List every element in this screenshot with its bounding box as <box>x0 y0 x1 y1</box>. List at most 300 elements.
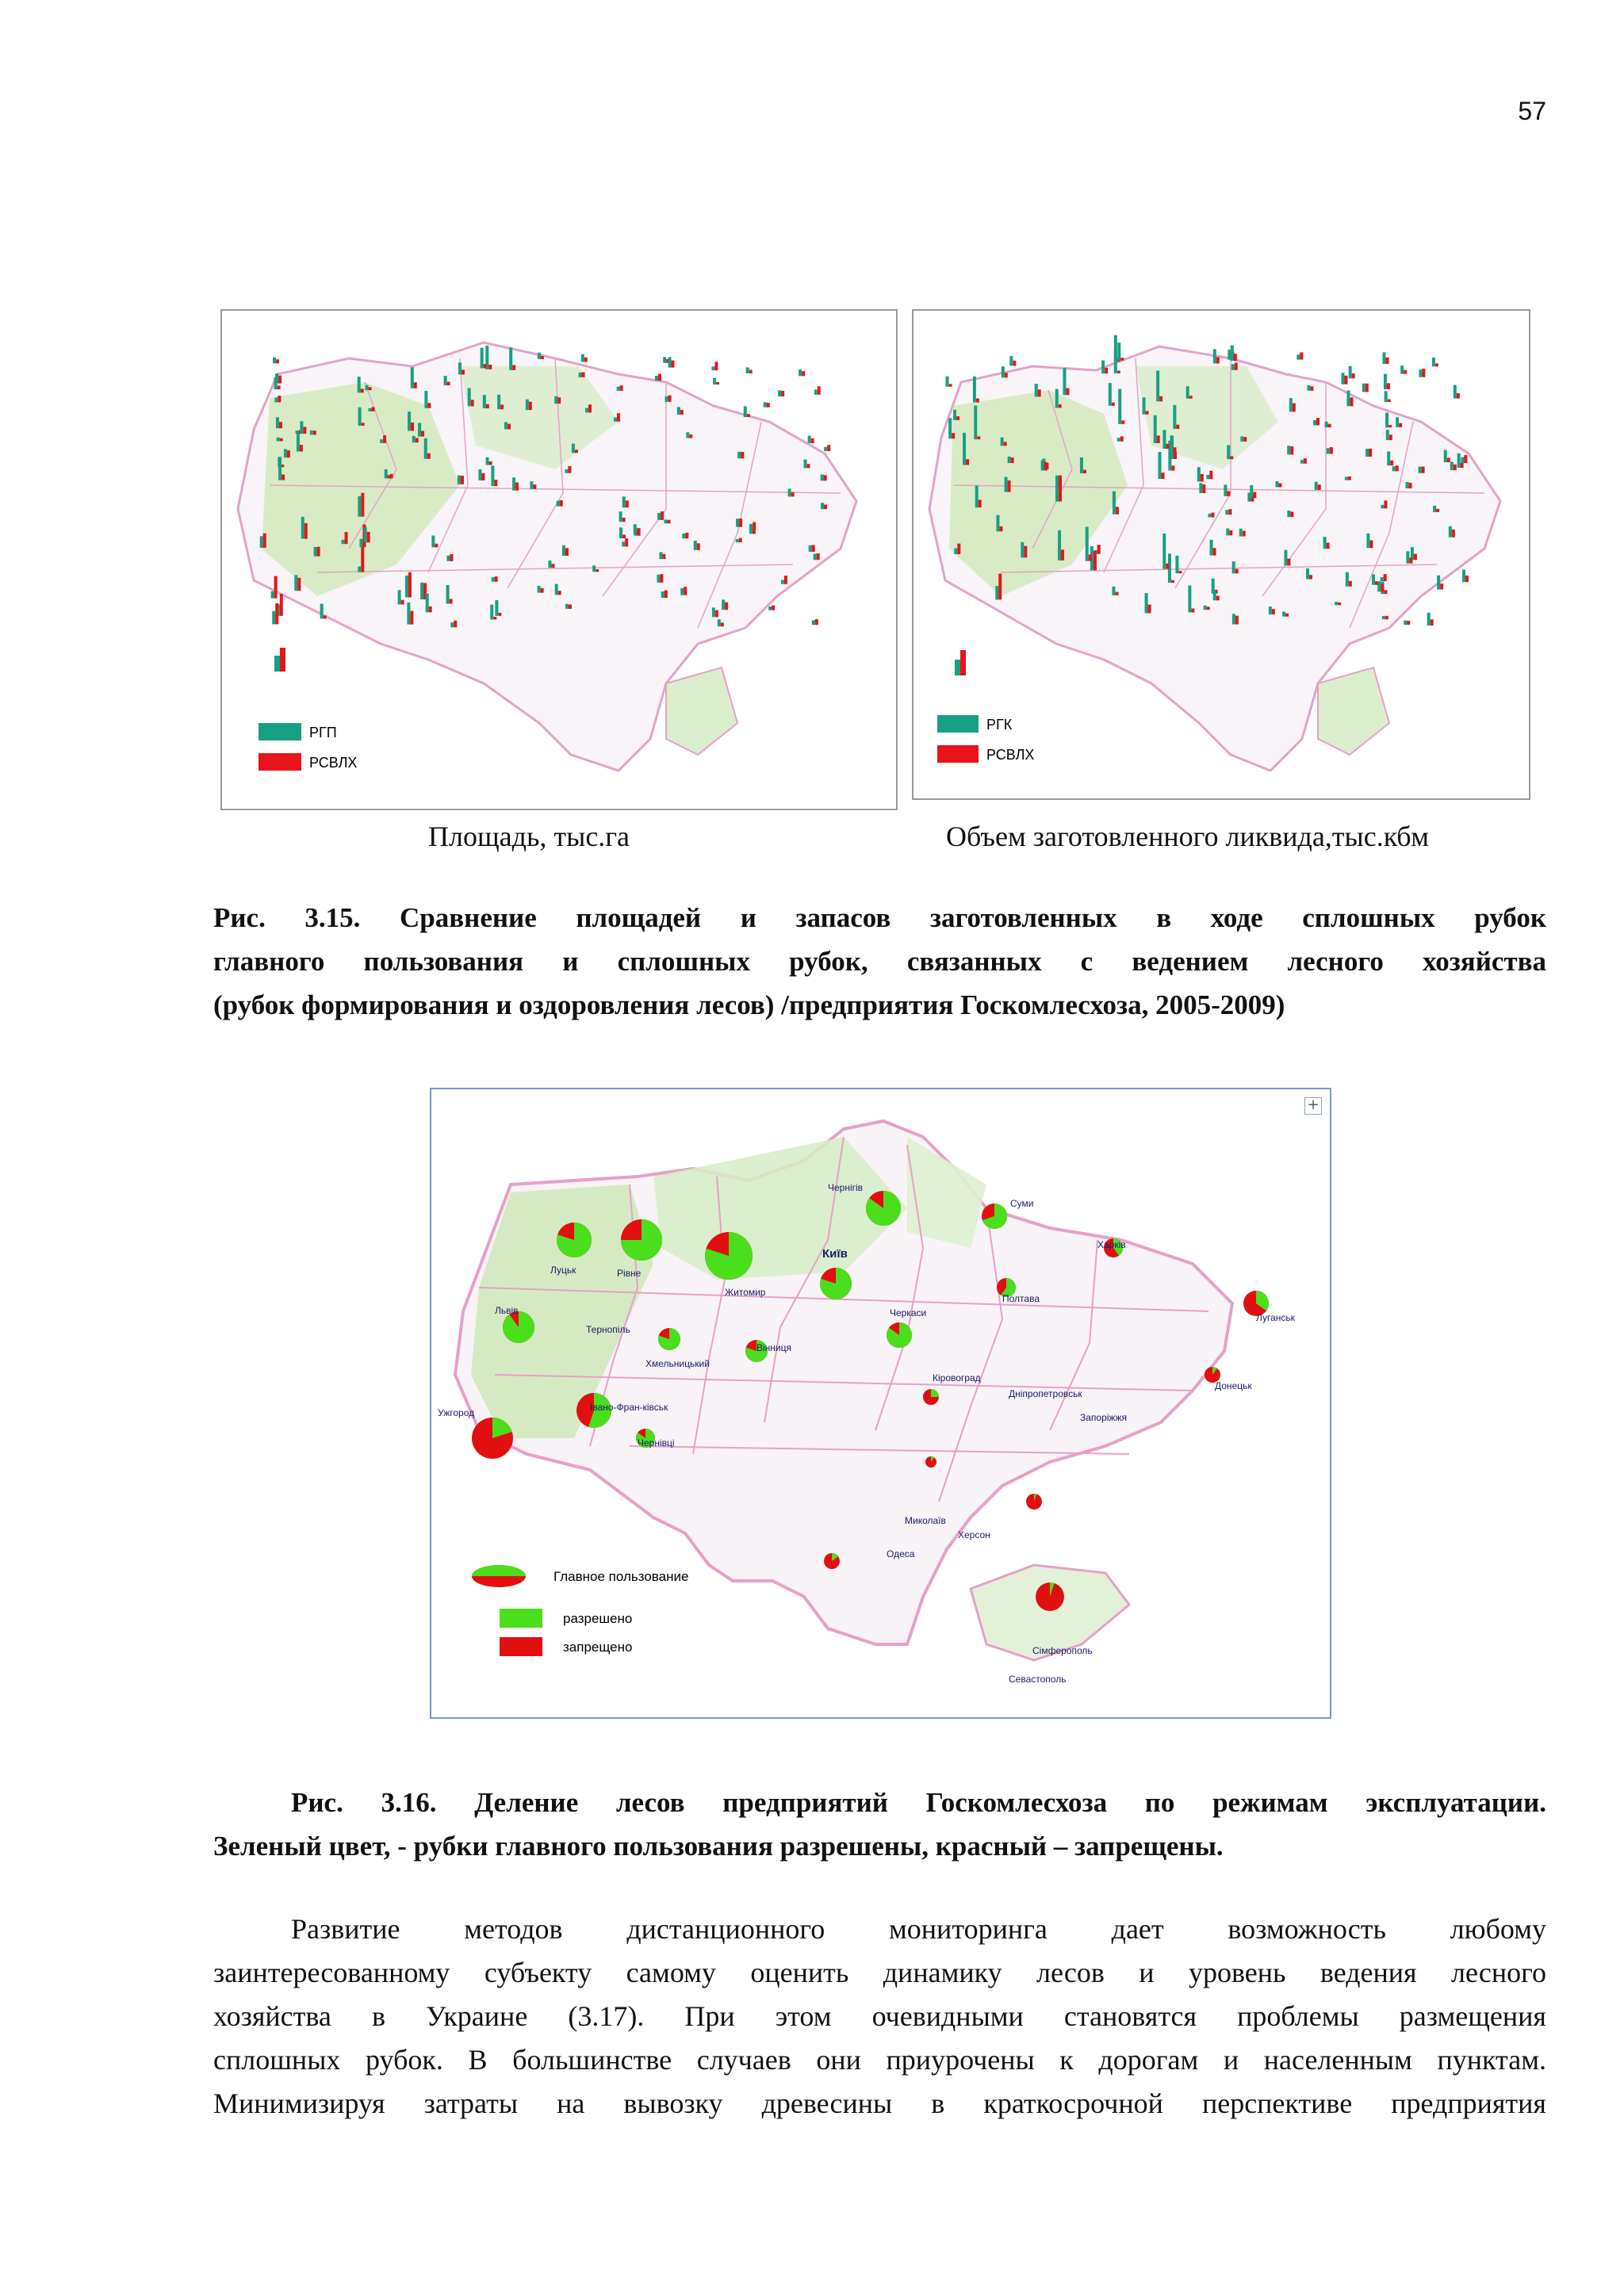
bar-marker-red <box>560 500 563 507</box>
bar-marker-green <box>1041 460 1044 470</box>
city-chernivtsi: Чернівці <box>638 1437 675 1448</box>
bar-marker-green <box>294 575 297 591</box>
bar-marker-red <box>957 544 960 554</box>
bar-marker-red <box>557 397 561 404</box>
bar-marker-green <box>579 373 582 377</box>
bar-marker-green <box>1366 534 1369 548</box>
legend-label-rsvlh: РСВЛХ <box>309 755 358 771</box>
bar-marker-red <box>1166 444 1169 449</box>
bar-marker-red <box>1327 543 1330 549</box>
bar-marker-red <box>824 504 827 509</box>
bar-marker-green <box>310 430 313 435</box>
bar-marker-green <box>1005 477 1008 492</box>
bar-marker-green <box>368 408 371 411</box>
city-zaporizhzhia: Запоріжжя <box>1080 1412 1127 1423</box>
bar-marker-green <box>526 400 529 411</box>
bar-marker-red <box>1011 457 1014 463</box>
bar-marker-green <box>824 447 827 451</box>
bar-marker-green <box>996 515 999 532</box>
bar-marker-green <box>778 390 781 396</box>
paragraph-line: Минимизируя затраты на вывозку древесины в краткосрочной перспективе предприятия <box>213 2087 1546 2119</box>
bar-marker-green <box>619 511 622 522</box>
bar-marker-green <box>275 373 278 384</box>
bar-marker-red <box>565 548 569 556</box>
bar-marker-green <box>954 549 957 554</box>
bar-marker-green <box>1282 611 1285 616</box>
bar-marker-green <box>300 421 303 434</box>
bar-marker-red <box>1386 358 1389 364</box>
city-chernihiv: Чернігів <box>828 1182 864 1193</box>
legend-swatch-rgp <box>259 723 301 740</box>
bar-marker-green <box>446 556 450 561</box>
bar-marker-green <box>420 583 423 599</box>
bar-marker-red <box>1094 551 1097 570</box>
bar-marker-green <box>284 449 287 457</box>
bar-marker-red <box>533 484 536 489</box>
bar-marker-red <box>421 431 424 437</box>
paragraph-line: хозяйства в Украине (3.17). При этом очевидными становятся проблемы размещения <box>213 2000 1546 2032</box>
bar-marker-green <box>975 485 979 507</box>
bar-marker-green <box>1009 356 1013 365</box>
bar-marker-green <box>1231 346 1234 362</box>
bar-marker-red <box>280 594 283 616</box>
volume-map-svg <box>914 311 1529 798</box>
bar-marker-red <box>498 613 501 616</box>
area-bar-map <box>220 309 898 810</box>
bar-marker-green <box>1117 438 1120 442</box>
bar-marker-green <box>788 488 791 496</box>
regime-legend <box>472 1565 688 1656</box>
bar-marker-green <box>478 469 481 480</box>
bar-marker-green <box>995 586 998 599</box>
bar-marker-green <box>682 534 685 538</box>
bar-marker-red <box>278 385 281 389</box>
bar-marker-red <box>1390 461 1393 465</box>
bar-marker-green <box>320 604 324 619</box>
bar-marker-red <box>1097 545 1101 554</box>
legend-swatch-rsvlh <box>937 745 979 763</box>
bar-marker-green <box>407 603 410 625</box>
bar-marker-green <box>572 443 575 453</box>
bar-marker-green <box>538 586 541 593</box>
bar-marker-red <box>658 374 661 381</box>
paragraph-line: сплошных рубок. В большинстве случаев они приурочены к дорогам и населенным пунктам. <box>213 2044 1546 2076</box>
bar-marker-red <box>1422 369 1425 377</box>
bar-marker-red <box>1176 425 1179 429</box>
bar-marker-red <box>812 545 815 552</box>
bar-marker-red <box>661 511 664 520</box>
bar-marker-red <box>1414 554 1417 561</box>
bar-marker-green <box>1063 368 1066 395</box>
bar-marker-red <box>462 369 465 374</box>
bar-marker-red <box>450 554 453 561</box>
bar-marker-green <box>592 565 596 572</box>
expand-icon[interactable]: + <box>1304 1097 1322 1115</box>
bar-marker-red <box>447 381 450 385</box>
bar-marker-red <box>584 358 588 362</box>
bar-marker-red <box>274 576 278 599</box>
bar-marker-green <box>1162 534 1166 569</box>
bar-marker-red <box>461 476 464 484</box>
bar-marker-red <box>1431 619 1434 626</box>
bar-marker-red <box>1461 463 1464 468</box>
bar-marker-green <box>1117 342 1120 361</box>
bar-marker-green <box>481 348 484 369</box>
bar-marker-green <box>1381 505 1384 509</box>
bar-marker-red <box>303 427 306 434</box>
bar-marker-red <box>1352 373 1355 378</box>
bar-marker-red <box>622 518 626 522</box>
bar-marker-green <box>1058 530 1061 561</box>
bar-marker-red <box>401 600 404 605</box>
bar-marker-red <box>435 544 438 548</box>
bar-marker-red <box>622 534 626 538</box>
bar-marker-red <box>741 452 744 458</box>
bar-marker-green <box>668 357 672 367</box>
bar-marker-red <box>541 356 544 359</box>
city-kirovohrad: Кіровоград <box>933 1372 981 1383</box>
bar-marker-green <box>809 545 812 552</box>
bar-marker-red <box>362 423 365 426</box>
bar-marker-red <box>1316 418 1320 425</box>
bar-marker-red <box>1318 484 1321 490</box>
bar-marker-red <box>1285 614 1289 617</box>
bar-marker-red <box>1121 420 1124 423</box>
regime-map-svg <box>431 1089 1330 1717</box>
bar-marker-red <box>815 619 818 625</box>
bar-marker-red <box>753 522 756 530</box>
bar-marker-red <box>749 370 753 373</box>
bar-marker-red <box>807 464 810 468</box>
bar-marker-red <box>1287 559 1290 566</box>
bar-marker-green <box>274 397 278 402</box>
bar-marker-red <box>369 387 372 390</box>
bar-marker-red <box>1387 383 1390 389</box>
bar-marker-red <box>313 430 316 434</box>
bar-marker-green <box>1145 593 1148 613</box>
bar-marker-green <box>1208 514 1211 518</box>
bar-marker-red <box>1008 480 1011 492</box>
bar-marker-red <box>481 473 485 480</box>
legend-label-forbidden: запрещено <box>563 1640 633 1655</box>
bar-marker-red <box>999 526 1002 531</box>
bar-marker-red <box>956 416 959 420</box>
bar-marker-red <box>551 564 554 568</box>
bar-marker-red <box>1388 400 1391 403</box>
bar-marker-red <box>977 436 980 439</box>
bar-marker-green <box>1239 529 1243 537</box>
bar-marker-red <box>725 603 728 610</box>
bar-marker-red <box>575 450 578 453</box>
bar-marker-red <box>1404 370 1407 374</box>
bar-marker-red <box>1234 354 1237 361</box>
legend-swatch-rsvlh <box>259 753 301 771</box>
crimea <box>666 668 737 755</box>
bar-marker-green <box>1113 492 1116 515</box>
bar-marker-red <box>1389 434 1392 440</box>
legend-label-rsvlh: РСВЛХ <box>986 747 1035 763</box>
bar-marker-red <box>1191 608 1194 612</box>
page-number: 57 <box>1518 97 1546 125</box>
city-uzhhorod: Ужгород <box>438 1407 475 1418</box>
bar-marker-green <box>744 406 747 417</box>
bar-marker-red <box>282 475 285 480</box>
bar-marker-green <box>1156 370 1159 401</box>
bar-marker-red <box>1243 437 1247 442</box>
bar-marker-green <box>1400 365 1404 374</box>
bar-marker-red <box>1452 530 1455 538</box>
bar-marker-red <box>1409 557 1412 563</box>
bar-marker-green <box>1186 386 1189 399</box>
bar-marker-green <box>1432 358 1435 366</box>
volume-bar-map <box>912 309 1530 800</box>
paragraph-line: заинтересованному субъекту самому оценить динамику лесов и уровень ведения лесного <box>213 1957 1546 1988</box>
bar-marker-green <box>278 457 282 480</box>
bar-marker-green <box>1227 445 1230 459</box>
bar-marker-red <box>1235 569 1239 574</box>
bar-marker-green <box>804 460 807 469</box>
bar-marker-red <box>1422 466 1425 473</box>
bar-marker-green <box>1206 475 1209 479</box>
bar-marker-green <box>1327 448 1330 453</box>
bar-marker-green <box>557 501 560 507</box>
bar-marker-red <box>1083 470 1086 473</box>
bar-marker-green <box>617 386 620 391</box>
bar-marker-green <box>1226 528 1229 535</box>
bar-marker-green <box>946 377 949 387</box>
bar-marker-green <box>1055 476 1059 502</box>
city-mykolaiv: Миколаїв <box>905 1515 946 1526</box>
bar-marker-green <box>581 354 584 362</box>
bar-marker-green <box>538 353 541 359</box>
bar-marker-green <box>1008 457 1011 463</box>
bar-marker-red <box>1290 446 1293 454</box>
bar-marker-red <box>508 424 511 430</box>
bar-marker-green <box>530 481 533 489</box>
bar-marker-red <box>1066 388 1069 396</box>
bar-marker-red <box>672 361 675 368</box>
bar-marker-red <box>1293 404 1296 412</box>
bar-marker-red <box>427 403 431 408</box>
city-sevastopol: Севастополь <box>1009 1674 1067 1685</box>
bar-marker-red <box>1202 484 1205 493</box>
bar-marker-green <box>1404 621 1407 625</box>
bar-marker-green <box>722 599 725 610</box>
bar-marker-green <box>565 469 568 473</box>
bar-marker-green <box>424 391 427 408</box>
bar-marker-red <box>1115 592 1118 595</box>
bar-marker-red <box>1059 476 1062 502</box>
bar-marker-red <box>1435 363 1438 366</box>
bar-marker-green <box>659 552 662 559</box>
bar-marker-green <box>1307 385 1310 391</box>
bar-marker-red <box>1174 447 1177 454</box>
bar-marker-green <box>418 423 421 436</box>
bar-marker-red <box>495 576 498 582</box>
bar-marker-red <box>979 499 982 507</box>
bar-marker-green <box>746 367 749 373</box>
bar-marker-green <box>562 545 565 556</box>
bar-marker-red <box>1228 509 1231 515</box>
bar-marker-green <box>1232 614 1235 624</box>
bar-marker-green <box>814 553 817 560</box>
bar-marker-red <box>345 532 348 544</box>
city-sumy: Суми <box>1010 1198 1034 1209</box>
bar-marker-green <box>431 536 435 548</box>
bar-marker-green <box>1325 422 1328 427</box>
bar-marker-green <box>1269 607 1272 614</box>
bar-marker-green <box>1188 585 1191 612</box>
bar-marker-red <box>1399 423 1402 427</box>
bar-marker-red <box>1369 540 1373 548</box>
bar-marker-green <box>297 432 300 451</box>
bar-marker-red <box>582 372 585 377</box>
bar-marker-red <box>1440 584 1443 589</box>
bar-marker-red <box>1105 368 1108 373</box>
bar-marker-green <box>1109 383 1112 406</box>
legend-swatch-forbidden <box>500 1637 542 1656</box>
bar-marker-red <box>697 543 700 550</box>
bar-marker-green <box>1377 581 1381 591</box>
bar-marker-red <box>471 400 474 406</box>
bar-marker-green <box>1437 576 1440 590</box>
bar-marker-red <box>827 445 830 451</box>
bar-marker-red <box>1384 574 1387 581</box>
bar-marker-red <box>1024 546 1027 558</box>
bar-marker-green <box>1406 551 1409 563</box>
city-vinnytsia: Вінниця <box>756 1342 791 1353</box>
bar-marker-green <box>1232 561 1235 573</box>
bar-marker-green <box>680 588 684 595</box>
bar-marker-red <box>1454 465 1457 470</box>
bar-marker-red <box>1328 424 1331 427</box>
bar-marker-green <box>1213 349 1216 363</box>
bar-marker-green <box>444 376 447 385</box>
bar-marker-red <box>1310 386 1313 390</box>
bar-marker-green <box>1112 587 1115 595</box>
bar-marker-green <box>1035 384 1038 396</box>
bar-marker-red <box>276 359 279 363</box>
caption-line: Рис. 3.15. Сравнение площадей и запасов заготовленных в ходе сплошных рубок <box>213 902 1546 933</box>
bar-marker-red <box>617 413 620 421</box>
bar-marker-red <box>488 365 492 369</box>
legend-label-allowed: разрешено <box>563 1611 633 1626</box>
legend-label-rgp: РГП <box>309 725 337 740</box>
bar-marker-green <box>657 513 661 520</box>
bar-marker-red <box>1216 357 1220 363</box>
bar-marker-green <box>1419 369 1422 377</box>
bar-marker-green <box>565 604 569 609</box>
bar-marker-red <box>280 438 283 442</box>
bar-marker-green <box>1101 361 1105 374</box>
bar-marker-green <box>458 362 462 374</box>
bar-marker-green <box>1199 483 1202 493</box>
bar-marker-red <box>680 410 684 415</box>
bar-marker-red <box>367 532 370 542</box>
bar-marker-green <box>1341 373 1344 384</box>
bar-marker-red <box>811 438 814 443</box>
legend-swatch-rgk <box>937 715 979 733</box>
bar-marker-green <box>1384 374 1387 389</box>
bar-marker-red <box>1038 389 1041 396</box>
bar-marker-green <box>314 547 317 557</box>
bar-marker-green <box>677 407 680 415</box>
bar-marker-red <box>1272 609 1275 614</box>
bar-marker-red <box>1409 483 1412 488</box>
bar-marker-green <box>1213 591 1216 601</box>
area-map-svg <box>222 311 896 809</box>
bar-marker-green <box>1385 413 1388 428</box>
bar-marker-green <box>1349 366 1352 378</box>
bar-marker-red <box>484 364 487 368</box>
bar-marker-green <box>364 527 367 542</box>
bar-marker-red <box>1309 575 1312 579</box>
bar-marker-red <box>1384 500 1387 508</box>
city-poltava: Полтава <box>1002 1293 1040 1304</box>
bar-marker-green <box>821 503 824 509</box>
bar-marker-green <box>1365 449 1369 457</box>
bar-marker-red <box>558 591 561 595</box>
bar-marker-green <box>622 541 625 546</box>
bar-marker-red <box>596 569 599 572</box>
bar-marker-red <box>1384 590 1387 594</box>
bar-marker-red <box>1229 530 1232 535</box>
bar-marker-red <box>361 546 364 572</box>
city-ivano-frankivsk: Івано-Фран-ківськ <box>590 1402 668 1413</box>
bar-marker-green <box>1197 467 1201 481</box>
bar-marker-red <box>1213 548 1216 555</box>
bar-marker-green <box>1362 384 1365 392</box>
bar-marker-red <box>1235 616 1239 625</box>
bar-marker-green <box>486 457 489 465</box>
bar-marker-green <box>808 436 811 443</box>
bar-marker-red <box>1330 447 1333 453</box>
bar-marker-green <box>1392 466 1396 471</box>
bar-marker-green <box>426 593 429 612</box>
pie-slice-allowed <box>503 1311 534 1343</box>
bar-marker-red <box>781 391 784 396</box>
bar-marker-green <box>260 536 263 548</box>
bar-marker-red <box>767 403 770 408</box>
bar-marker-red <box>263 534 266 548</box>
bar-marker-green <box>380 439 383 443</box>
bar-marker-red <box>383 435 386 443</box>
bar-marker-green <box>509 347 512 370</box>
bar-marker-red <box>1209 471 1212 480</box>
bar-marker-green <box>657 575 660 583</box>
bar-marker-red <box>279 422 282 428</box>
bar-marker-green <box>1387 451 1390 465</box>
bar-marker-red <box>1348 476 1351 480</box>
bar-marker-red <box>1304 458 1307 464</box>
bar-marker-green <box>614 418 617 422</box>
bar-marker-green <box>663 357 666 362</box>
bar-marker-red <box>529 402 532 410</box>
bar-marker-green <box>622 496 626 507</box>
bar-marker-red <box>1159 396 1162 402</box>
bar-marker-red <box>1365 384 1369 392</box>
bar-marker-green <box>1427 613 1431 626</box>
bar-marker-green <box>1240 436 1243 442</box>
city-cherkasy: Черкаси <box>890 1307 927 1318</box>
bar-marker-red <box>500 404 504 409</box>
legend-label-rgk: РГК <box>986 717 1013 733</box>
bar-marker-green <box>749 524 753 534</box>
legend-swatch-allowed <box>500 1609 542 1628</box>
bar-marker-red <box>818 386 821 395</box>
bar-marker-green <box>1289 398 1293 411</box>
bar-marker-red <box>684 587 687 595</box>
